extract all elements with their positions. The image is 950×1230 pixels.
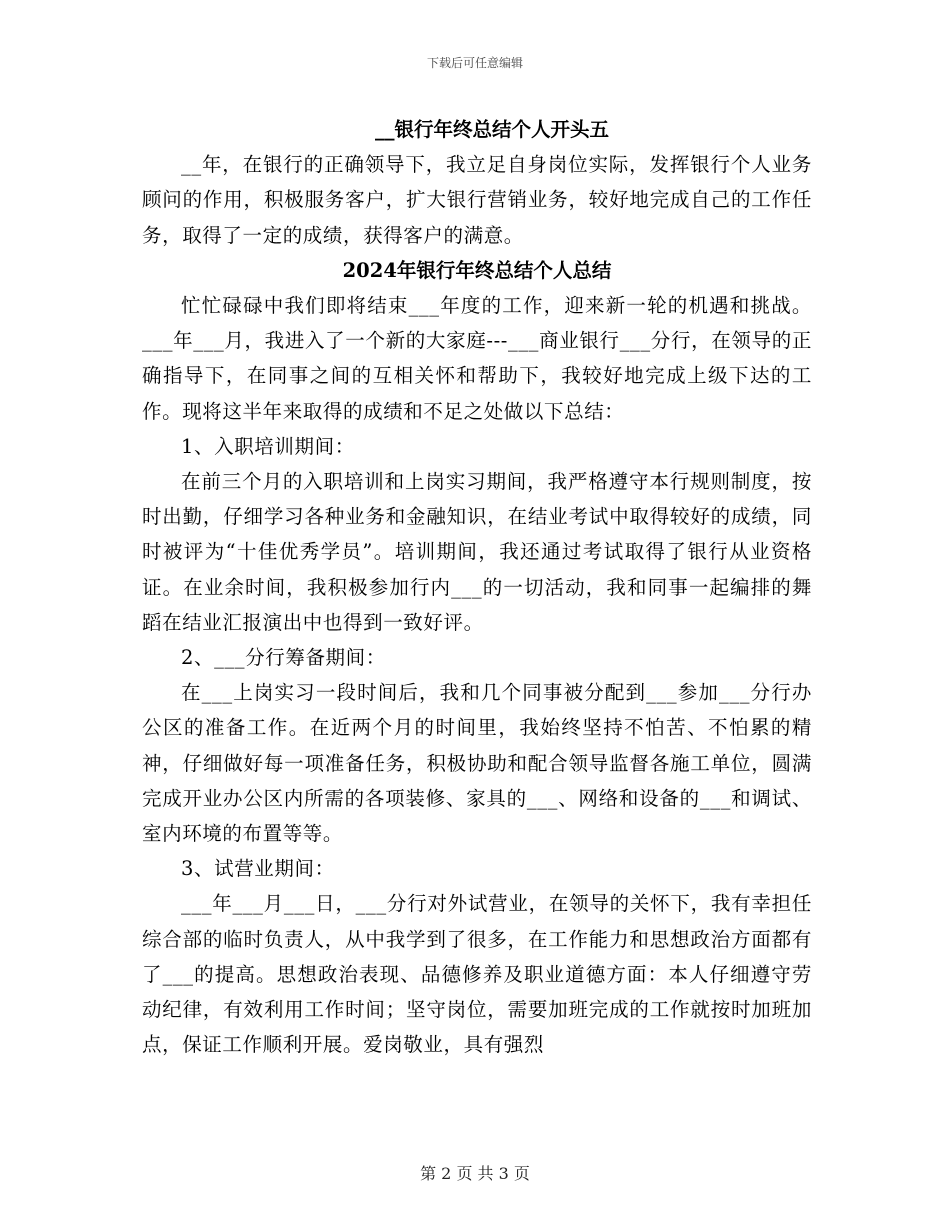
paragraph-2: 忙忙碌碌中我们即将结束___年度的工作，迎来新一轮的机遇和挑战。___年___月，我进入了一个新的大家庭---___商业银行___分行，在领导的正确指导下，在同事之间的互相关怀和帮助下，我较好地完成上级下达的工作。现将这半年来取得的成绩和不足之处做以下总结： [142,294,812,423]
document-title-1: __银行年终总结个人开头五 [374,118,609,141]
section-heading-3: 3、试营业期间： [181,857,335,881]
paragraph-3: 在前三个月的入职培训和上岗实习期间，我严格遵守本行规则制度，按时出勤，仔细学习各种业务和金融知识，在结业考试中取得较好的成绩，同时被评为“十佳优秀学员”。培训期间，我还通过考试取得了银行从业资格证。在业余时间，我积极参加行内___的一切活动，我和同事一起编排的舞蹈在结业汇报演出中也得到一致好评。 [142,470,812,634]
document-body [142,112,812,1062]
page-header-note: 下载后可任意编辑 [426,56,523,70]
page-number: 第 2 页 共 3 页 [420,1164,530,1183]
paragraph-4: 在___上岗实习一段时间后，我和几个同事被分配到___参加___分行办公区的准备工作。在近两个月的时间里，我始终坚持不怕苦、不怕累的精神，仔细做好每一项准备任务，积极协助和配合领导监督各施工单位，圆满完成开业办公区内所需的各项装修、家具的___、网络和设备的___和调试、室内环境的布置等等。 [142,681,812,846]
section-heading-1: 1、入职培训期间： [181,434,355,458]
document-title-2: 2024年银行年终总结个人总结 [342,258,612,282]
paragraph-1: __年，在银行的正确领导下，我立足自身岗位实际，发挥银行个人业务顾问的作用，积极服务客户，扩大银行营销业务，较好地完成自己的工作任务，取得了一定的成绩，获得客户的满意。 [142,153,812,247]
paragraph-5: ___年___月___日，___分行对外试营业，在领导的关怀下，我有幸担任综合部的临时负责人，从中我学到了很多，在工作能力和思想政治方面都有了___的提高。思想政治表现、品德修养及职业道德方面：本人仔细遵守劳动纪律，有效利用工作时间；坚守岗位，需要加班完成的工作就按时加班加点，保证工作顺利开展。爱岗敬业，具有强烈 [142,892,812,1057]
section-heading-2: 2、___分行筹备期间： [181,646,386,670]
